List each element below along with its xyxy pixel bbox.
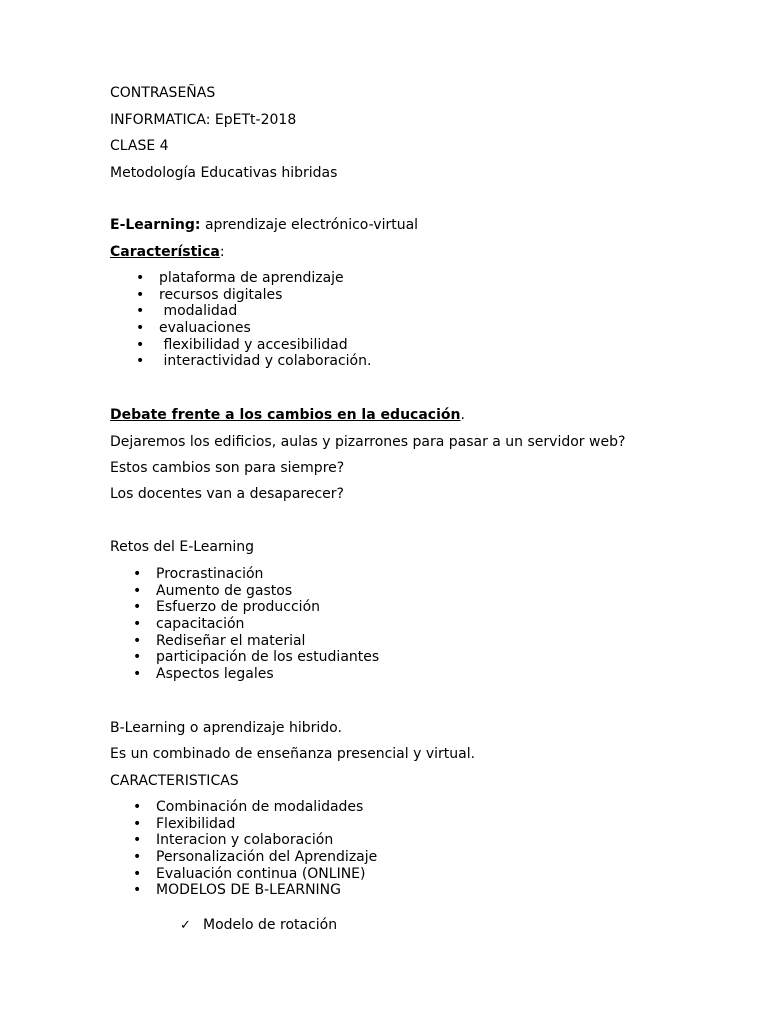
elearning-term: E-Learning: (110, 217, 201, 233)
bullet-icon: • (133, 582, 142, 599)
debate-question: Dejaremos los edificios, aulas y pizarrones para pasar a un servidor web? (110, 434, 626, 450)
bullet-icon: • (136, 303, 145, 320)
list-item-text: flexibilidad y accesibilidad (159, 336, 348, 353)
retos-list (133, 566, 380, 683)
list-item-text: Modelo de rotación (203, 917, 338, 933)
list-item (136, 286, 371, 304)
bullet-icon: • (136, 336, 145, 353)
list-item-text: Personalización del Aprendizaje (156, 849, 378, 866)
list-item (136, 270, 371, 287)
debate-question: Estos cambios son para siempre? (110, 460, 345, 476)
list-item-text: Combinación de modalidades (156, 799, 364, 815)
bullet-icon: • (133, 649, 142, 666)
list-item (133, 666, 379, 683)
list-item-text: modalidad (159, 303, 238, 320)
bullet-icon: • (133, 799, 142, 815)
list-item-text: Procrastinación (156, 566, 264, 582)
list-item (133, 566, 379, 583)
bullet-icon: • (133, 566, 142, 582)
list-item (133, 649, 380, 666)
bullet-icon: • (136, 353, 145, 370)
list-item (133, 849, 378, 866)
list-item-text: evaluaciones (159, 320, 251, 337)
class-line: CLASE 4 (110, 138, 169, 154)
list-item-text: Aumento de gastos (156, 582, 293, 599)
list-item (133, 882, 377, 899)
bullet-icon: • (133, 849, 142, 866)
models-list (180, 917, 338, 934)
debate-question: Los docentes van a desaparecer? (110, 486, 344, 502)
bullet-icon: • (133, 616, 142, 633)
list-item-text: Aspectos legales (156, 666, 274, 683)
elearning-definition (110, 217, 418, 234)
list-item-text: plataforma de aprendizaje (159, 270, 344, 286)
list-item (136, 336, 371, 354)
elearning-definition-text: aprendizaje electrónico-virtual (200, 217, 419, 233)
list-item (133, 599, 379, 616)
bullet-icon: • (133, 666, 142, 683)
bullet-icon: • (133, 632, 142, 649)
subject-line: INFORMATICA: EpETt-2018 (110, 112, 297, 128)
features-heading-text: Característica (110, 244, 220, 260)
debate-heading-text: Debate frente a los cambios en la educación (110, 407, 461, 423)
list-item (136, 320, 371, 337)
list-item (133, 815, 377, 833)
blearning-list (133, 799, 378, 899)
list-item (136, 353, 372, 370)
list-item (133, 832, 377, 849)
list-item (133, 865, 377, 883)
blearning-definition: Es un combinado de enseñanza presencial y virtual. (110, 746, 476, 762)
retos-heading: Retos del E-Learning (110, 539, 255, 555)
list-item (133, 632, 379, 650)
bullet-icon: • (136, 320, 145, 337)
list-item-text: MODELOS DE B-LEARNING (156, 882, 341, 899)
list-item-text: participación de los estudiantes (156, 649, 380, 666)
list-item-text: Flexibilidad (156, 815, 236, 832)
list-item (133, 616, 379, 633)
blearning-heading: CARACTERISTICAS (110, 773, 239, 789)
list-item-text: Interacion y colaboración (156, 832, 334, 849)
list-item-text: Esfuerzo de producción (156, 599, 321, 616)
topic-line: Metodología Educativas hibridas (110, 165, 338, 181)
features-heading (110, 244, 225, 261)
checkmark-icon: ✓ (180, 918, 191, 933)
bullet-icon: • (136, 286, 145, 303)
doc-title: CONTRASEÑAS (110, 85, 216, 101)
list-item (133, 799, 377, 816)
bullet-icon: • (133, 815, 142, 832)
list-item (180, 917, 338, 934)
blearning-title: B-Learning o aprendizaje hibrido. (110, 720, 342, 736)
list-item-text: Evaluación continua (ONLINE) (156, 865, 366, 882)
debate-heading-period: . (460, 407, 465, 423)
list-item-text: recursos digitales (159, 286, 283, 303)
bullet-icon: • (133, 832, 142, 849)
list-item (133, 582, 379, 600)
list-item (136, 303, 371, 320)
bullet-icon: • (133, 882, 142, 899)
list-item-text: interactividad y colaboración. (159, 353, 372, 370)
bullet-icon: • (136, 270, 145, 286)
bullet-icon: • (133, 865, 142, 882)
debate-heading (110, 407, 465, 424)
list-item-text: capacitación (156, 616, 245, 633)
elearning-features-list (136, 270, 372, 370)
bullet-icon: • (133, 599, 142, 616)
list-item-text: Rediseñar el material (156, 632, 306, 649)
features-heading-colon: : (219, 244, 225, 260)
